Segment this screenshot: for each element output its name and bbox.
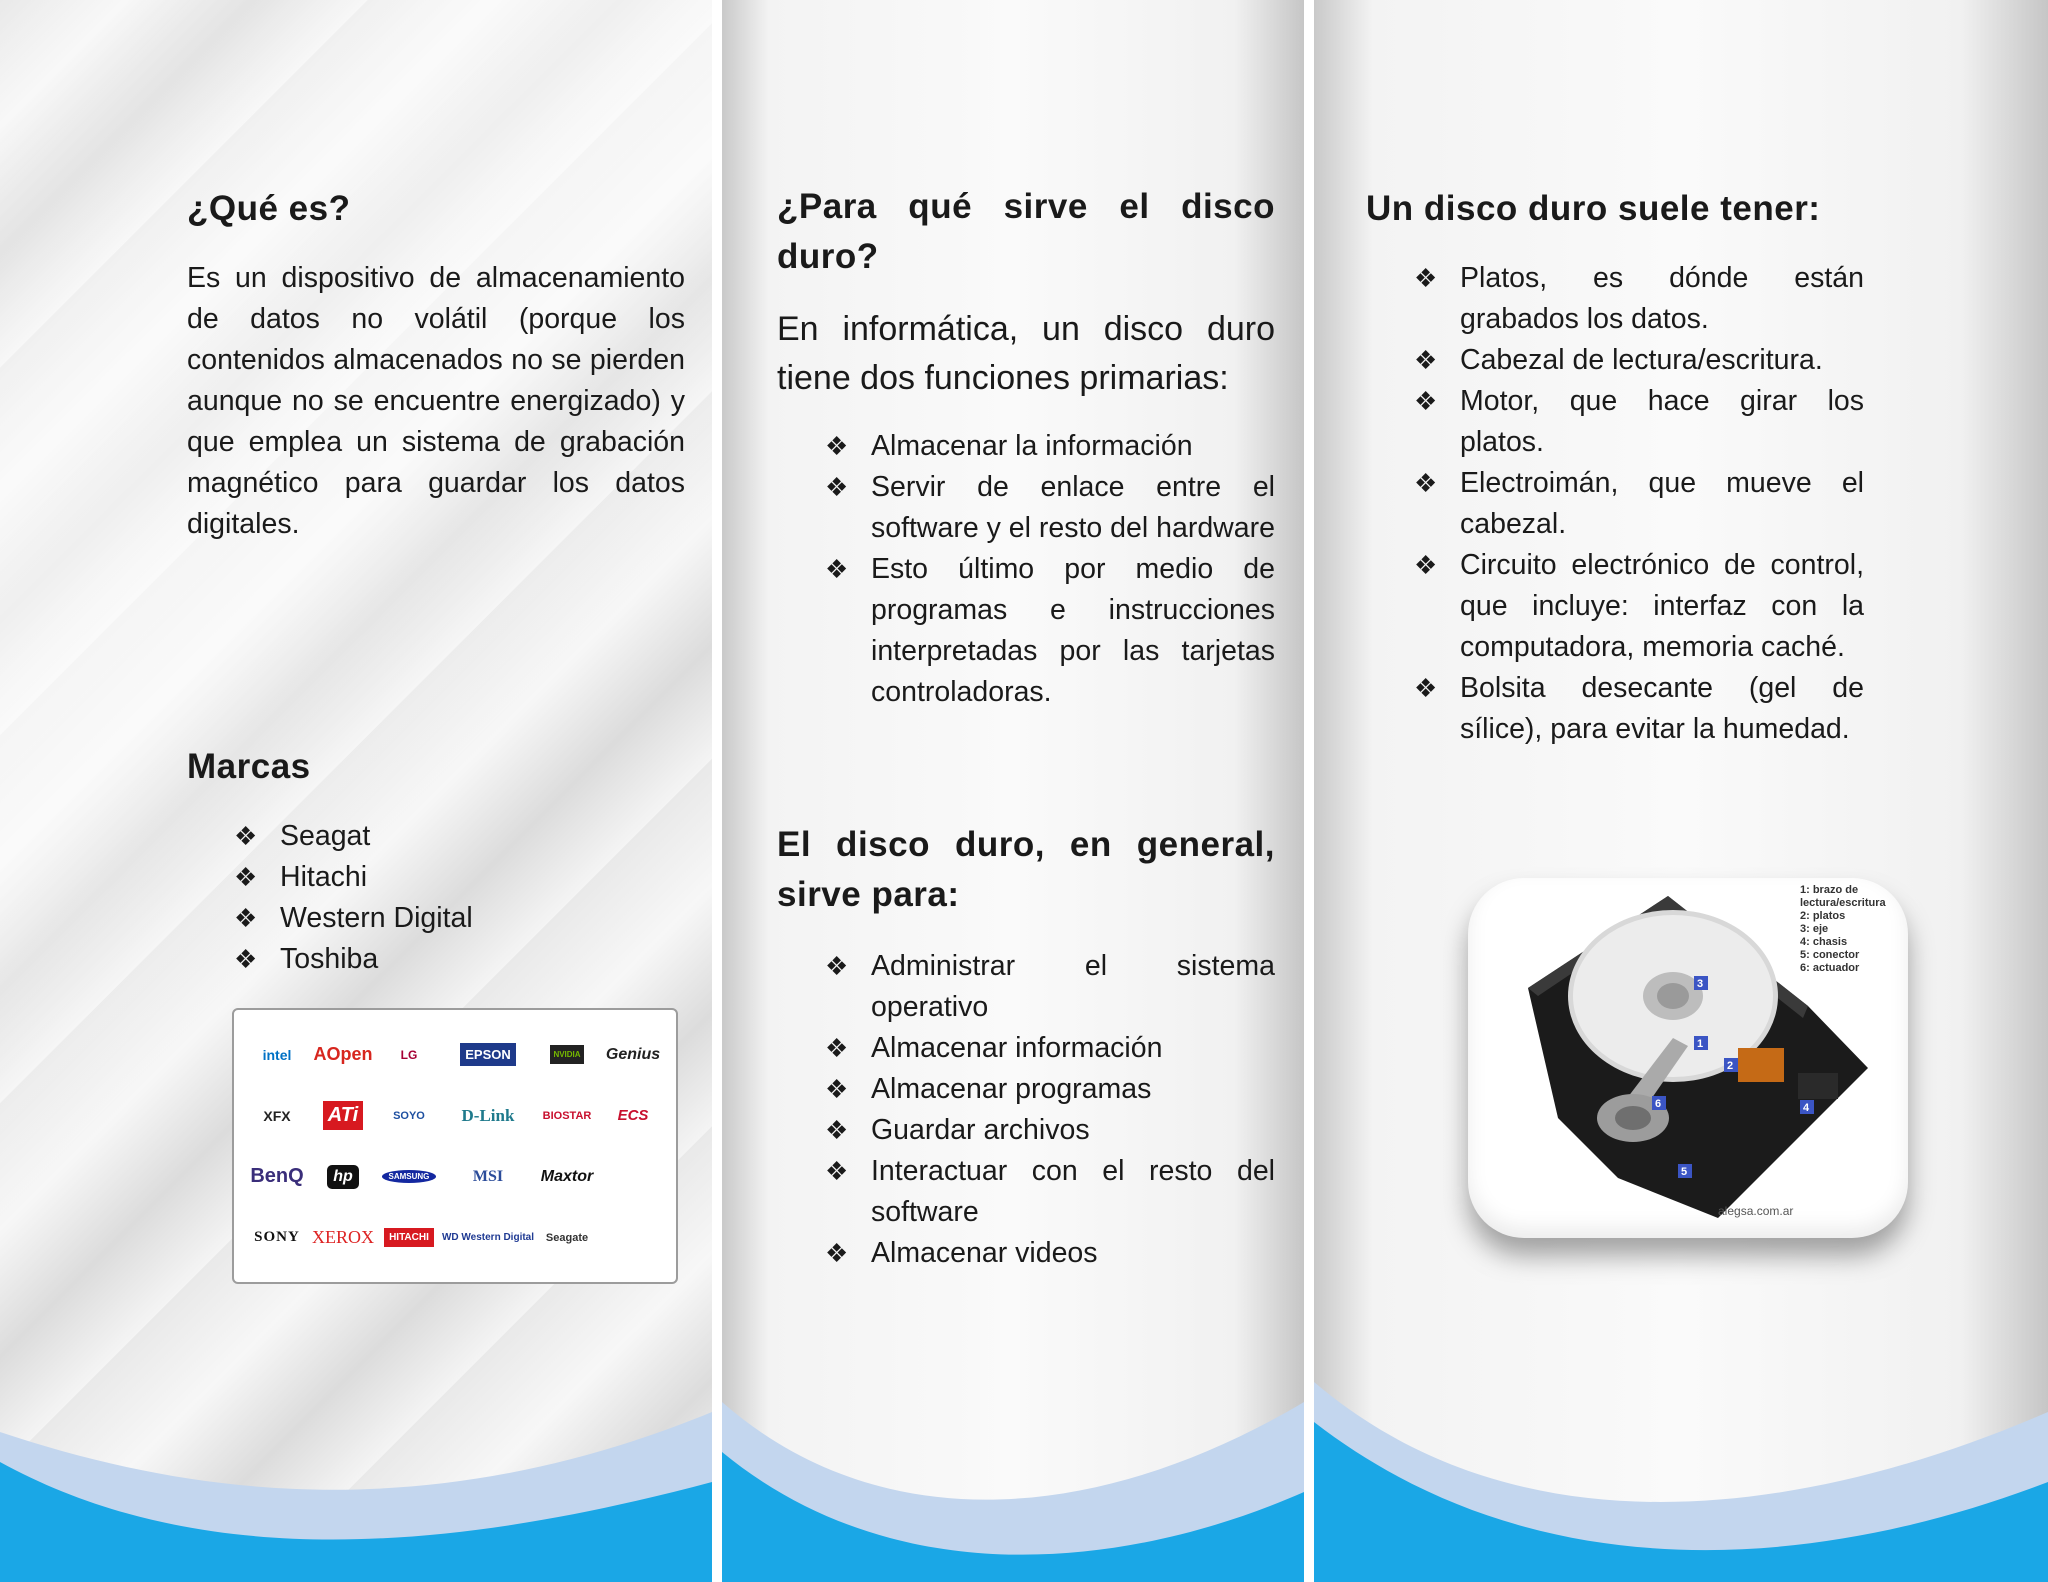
hp-logo: hp [327, 1165, 359, 1189]
diamond-bullet-icon: ❖ [825, 1238, 849, 1268]
wd-logo: WD Western Digital [441, 1232, 535, 1243]
diamond-bullet-icon: ❖ [825, 1074, 849, 1104]
que-es-title: ¿Qué es? [187, 189, 351, 228]
decorative-wave [1314, 1372, 2048, 1582]
list-item: ❖ Almacenar información [825, 1028, 1275, 1069]
hard-drive-diagram [1468, 878, 1908, 1238]
epson-logo: EPSON [460, 1043, 516, 1066]
para-que-sirve-title: ¿Para qué sirve el disco duro? [777, 187, 1275, 276]
diamond-bullet-icon: ❖ [825, 472, 849, 502]
diamond-bullet-icon: ❖ [234, 862, 258, 892]
seagate-logo: Seagate [545, 1231, 589, 1244]
diamond-bullet-icon: ❖ [1414, 386, 1438, 416]
diagram-legend: 1: brazo de lectura/escritura 2: platos 3: eje 4: chasis 5: conector 6: actuador [1800, 884, 1886, 974]
hitachi-logo: HITACHI [384, 1228, 434, 1247]
diamond-bullet-icon: ❖ [1414, 263, 1438, 293]
marcas-title: Marcas [187, 747, 311, 786]
dlink-logo: D-Link [461, 1105, 515, 1125]
biostar-logo: BIOSTAR [542, 1109, 592, 1122]
panel-componentes [1314, 0, 2048, 1582]
componentes-title: Un disco duro suele tener: [1366, 189, 1821, 228]
list-item: ❖ Bolsita desecante (gel de sílice), para evitar la humedad. [1414, 668, 1864, 750]
list-item: ❖ Seagat [234, 816, 534, 857]
diamond-bullet-icon: ❖ [825, 951, 849, 981]
aopen-logo: AOpen [313, 1044, 373, 1064]
diagram-label-2: 2 [1727, 1060, 1734, 1072]
brand-logos-image [232, 1008, 678, 1284]
decorative-wave [0, 1372, 712, 1582]
list-item: ❖ Guardar archivos [825, 1110, 1275, 1151]
brands-list [234, 816, 534, 980]
list-item: ❖ Hitachi [234, 857, 534, 898]
xfx-logo: XFX [263, 1107, 291, 1124]
diamond-bullet-icon: ❖ [234, 944, 258, 974]
diamond-bullet-icon: ❖ [825, 431, 849, 461]
diamond-bullet-icon: ❖ [825, 1033, 849, 1063]
diagram-label-3: 3 [1697, 978, 1704, 990]
diamond-bullet-icon: ❖ [825, 1115, 849, 1145]
list-item: ❖ Platos, es dónde están grabados los datos. [1414, 258, 1864, 340]
list-item: ❖ Administrar el sistema operativo [825, 946, 1275, 1028]
genius-logo: Genius [605, 1045, 661, 1063]
list-item: ❖ Western Digital [234, 898, 534, 939]
sony-logo: SONY [254, 1229, 300, 1245]
diamond-bullet-icon: ❖ [825, 554, 849, 584]
diamond-bullet-icon: ❖ [1414, 673, 1438, 703]
uses-title: El disco duro, en general, sirve para: [777, 825, 1275, 914]
maxtor-logo: Maxtor [540, 1167, 594, 1185]
list-item: ❖ Motor, que hace girar los platos. [1414, 381, 1864, 463]
diamond-bullet-icon: ❖ [1414, 345, 1438, 375]
diagram-credit: alegsa.com.ar [1718, 1204, 1794, 1218]
nvidia-logo: NVIDIA [550, 1045, 583, 1064]
functions-intro: En informática, un disco duro tiene dos funciones primarias: [777, 310, 1275, 397]
list-item: ❖ Cabezal de lectura/escritura. [1414, 340, 1864, 381]
que-es-body: Es un dispositivo de almacenamiento de datos no volátil (porque los contenidos almacenados no se pierden aunque no se encuentre energizado) y que emplea un sistema de grabación magnético para guardar los datos digitales. [187, 262, 685, 540]
xerox-logo: XEROX [311, 1227, 374, 1247]
lg-logo: LG [400, 1047, 418, 1062]
list-item: ❖ Servir de enlace entre el software y el resto del hardware [825, 467, 1275, 549]
diamond-bullet-icon: ❖ [234, 821, 258, 851]
samsung-logo: SAMSUNG [382, 1170, 437, 1183]
soyo-logo: SOYO [393, 1109, 425, 1122]
diagram-label-6: 6 [1655, 1098, 1662, 1110]
diamond-bullet-icon: ❖ [1414, 550, 1438, 580]
diagram-label-1: 1 [1697, 1038, 1704, 1050]
diamond-bullet-icon: ❖ [234, 903, 258, 933]
list-item: ❖ Almacenar videos [825, 1233, 1275, 1274]
diamond-bullet-icon: ❖ [1414, 468, 1438, 498]
uses-list [825, 946, 1275, 1274]
list-item: ❖ Almacenar programas [825, 1069, 1275, 1110]
list-item: ❖ Interactuar con el resto del software [825, 1151, 1275, 1233]
list-item: ❖ Almacenar la información [825, 426, 1275, 467]
panel-para-que-sirve [722, 0, 1304, 1582]
benq-logo: BenQ [250, 1165, 304, 1187]
list-item: ❖ Esto último por medio de programas e instrucciones interpretadas por las tarjetas controladoras. [825, 549, 1275, 713]
panel-que-es [0, 0, 712, 1582]
list-item: ❖ Electroimán, que mueve el cabezal. [1414, 463, 1864, 545]
ati-logo: ATi [323, 1101, 363, 1130]
decorative-wave [722, 1372, 1304, 1582]
list-item: ❖ Toshiba [234, 939, 534, 980]
components-list [1414, 258, 1864, 750]
list-item: ❖ Circuito electrónico de control, que incluye: interfaz con la computadora, memoria caché. [1414, 545, 1864, 668]
diagram-label-5: 5 [1681, 1166, 1688, 1178]
functions-list [825, 426, 1275, 713]
diagram-label-4: 4 [1803, 1102, 1810, 1114]
ecs-logo: ECS [617, 1107, 649, 1124]
diamond-bullet-icon: ❖ [825, 1156, 849, 1186]
msi-logo: MSI [472, 1167, 504, 1185]
intel-logo: intel [262, 1046, 292, 1063]
